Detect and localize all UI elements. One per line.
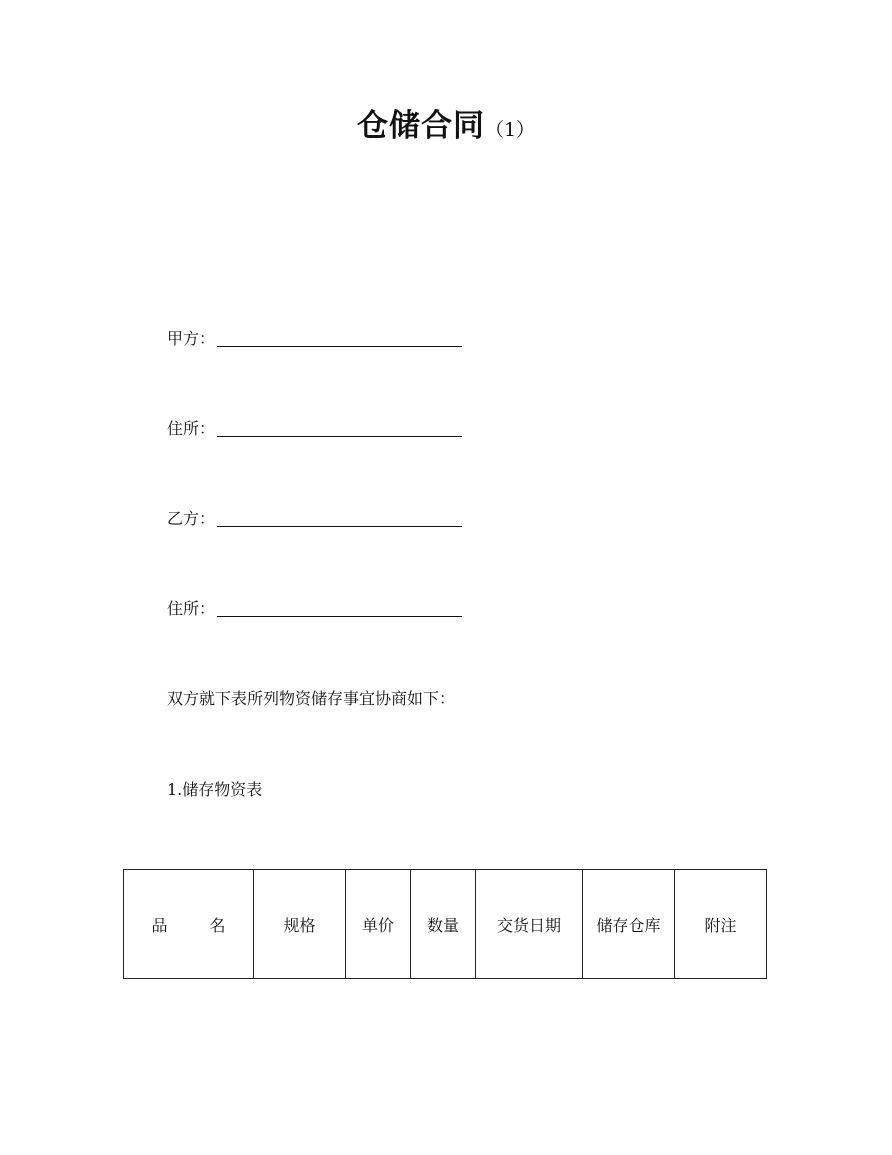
header-remarks: 附注 <box>675 870 767 979</box>
title-number: （1） <box>484 119 536 141</box>
party-a-label: 甲方： <box>167 329 216 348</box>
header-delivery-date: 交货日期 <box>476 870 583 979</box>
party-a-address-label: 住所： <box>167 419 216 438</box>
header-item-name-part1: 品 <box>151 915 168 935</box>
table-header-row <box>124 870 767 979</box>
party-b-field <box>167 500 462 530</box>
header-storage-warehouse: 储存仓库 <box>583 870 675 979</box>
title-main-text: 仓储合同 <box>356 108 485 144</box>
header-item-name-part2: 名 <box>209 915 226 935</box>
document-title <box>0 104 892 153</box>
storage-goods-table <box>123 869 767 979</box>
party-b-address-blank-line[interactable] <box>217 596 462 617</box>
party-b-address-field <box>167 590 462 620</box>
party-a-address-blank-line[interactable] <box>217 416 462 437</box>
party-a-blank-line[interactable] <box>217 326 462 347</box>
header-quantity: 数量 <box>411 870 476 979</box>
party-a-field <box>167 320 462 350</box>
header-unit-price: 单价 <box>346 870 411 979</box>
party-b-label: 乙方： <box>167 509 216 528</box>
party-b-address-label: 住所： <box>167 599 216 618</box>
intro-paragraph: 双方就下表所列物资储存事宜协商如下： <box>167 689 456 708</box>
party-b-blank-line[interactable] <box>217 506 462 527</box>
party-a-address-field <box>167 410 462 440</box>
header-spec: 规格 <box>254 870 346 979</box>
section-1-heading: 1.储存物资表 <box>167 780 263 799</box>
header-item-name <box>124 870 254 979</box>
